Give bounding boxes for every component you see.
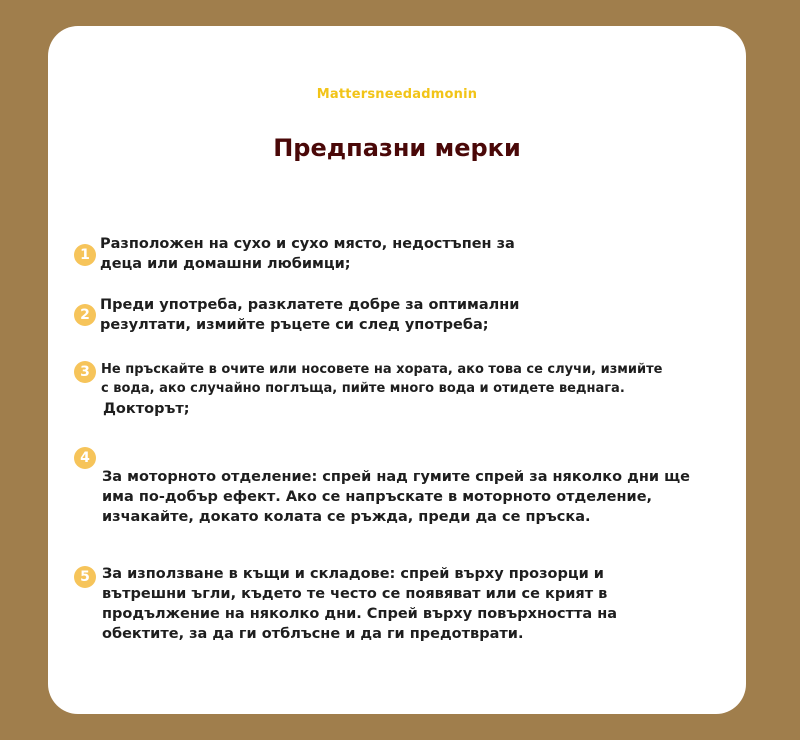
precaution-text: Разположен на сухо и сухо място, недостъпен за деца или домашни любимци; bbox=[100, 236, 515, 272]
item-number-badge: 2 bbox=[74, 304, 96, 326]
precaution-text: Не пръскайте в очите или носовете на хората, ако това се случи, измийте с вода, ако случайно поглъща, пийте много вода и отидете веднага. bbox=[101, 362, 663, 396]
precaution-text: За използване в къщи и складове: спрей върху прозорци и вътрешни ъгли, където те често се появяват или се крият в продължение на няколко дни. Спрей върху повърхността на обектите, за да ги отблъсне и да ги предотврати. bbox=[102, 566, 617, 642]
item-number-badge: 4 bbox=[74, 447, 96, 469]
precaution-text: За моторното отделение: спрей над гумите спрей за няколко дни ще има по-добър ефект. Ако се напръскате в моторното отделение, изчакайте, докато колата се ръжда, преди да се пръска. bbox=[102, 469, 690, 525]
precaution-text-continuation: Докторът; bbox=[103, 401, 190, 417]
precaution-text: Преди употреба, разклатете добре за оптимални резултати, измийте ръцете си след употреба; bbox=[100, 297, 520, 333]
item-number-badge: 1 bbox=[74, 244, 96, 266]
item-number-badge: 3 bbox=[74, 361, 96, 383]
brand-name: Mattersneedadmonin bbox=[316, 87, 478, 102]
precautions-card bbox=[48, 26, 746, 714]
item-number-badge: 5 bbox=[74, 566, 96, 588]
page-title: Предпазни мерки bbox=[273, 134, 521, 162]
